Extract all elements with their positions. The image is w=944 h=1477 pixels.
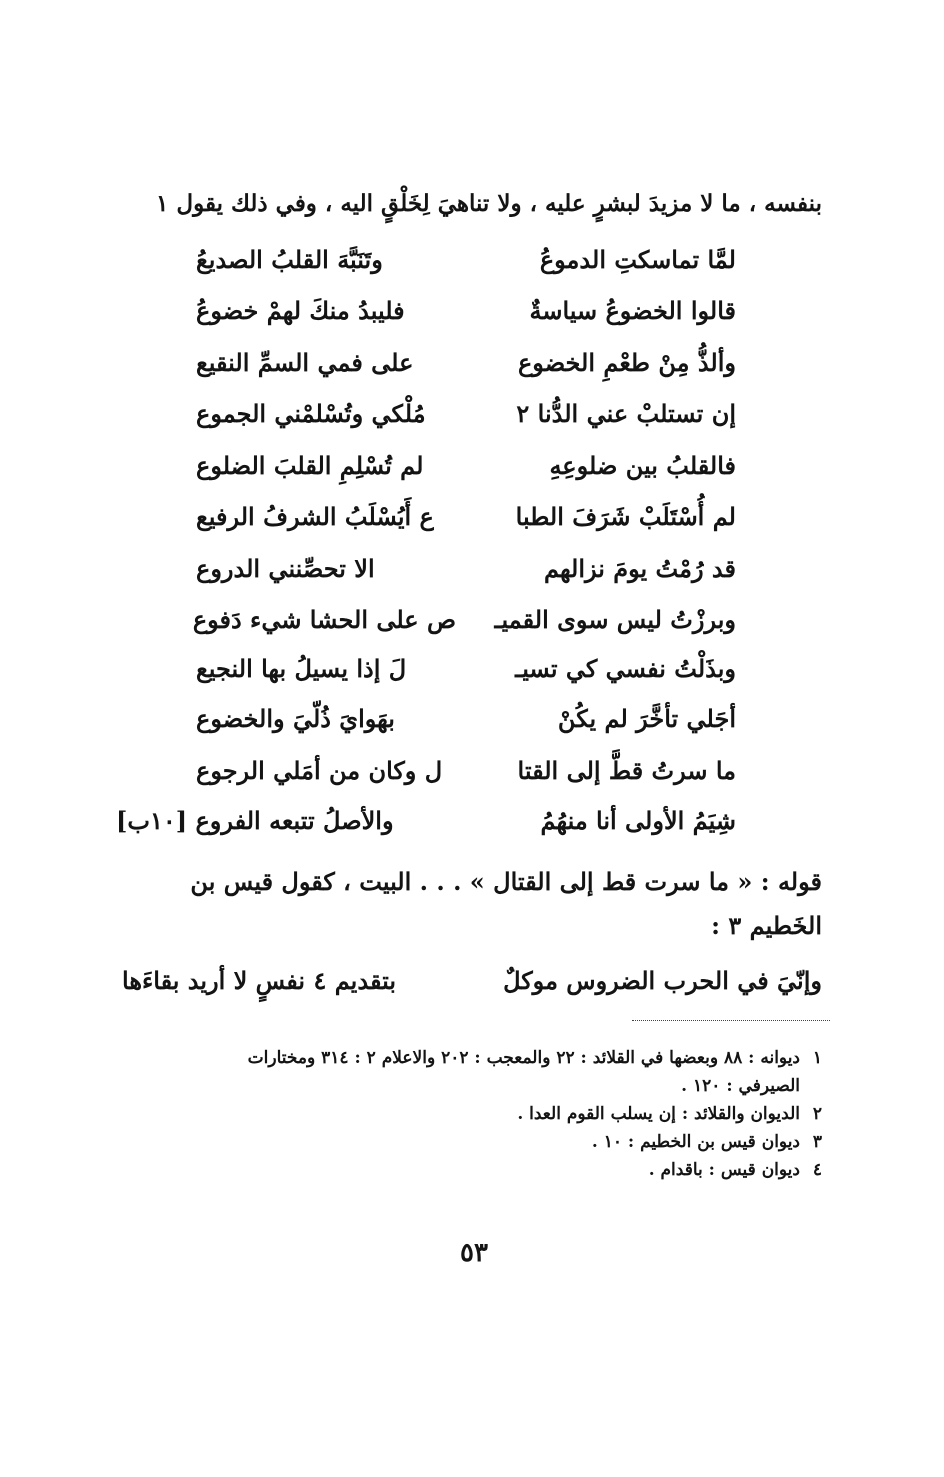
verse-second-hemistich: فليبدُ منكَ لهمْ خضوعُ — [196, 296, 405, 325]
footnote — [132, 1044, 822, 1072]
verse-line — [196, 756, 736, 806]
verse-first-hemistich: إن تستلبْ عني الدُّنا ٢ — [516, 399, 736, 428]
verse-first-hemistich: فالقلبُ بين ضلوعِهِ — [549, 451, 736, 480]
footnote-number: ٣ — [812, 1132, 822, 1152]
verse-second-hemistich-text: والأصلُ تتبعه الفروع — [195, 806, 394, 835]
verse-line — [192, 605, 736, 655]
verse-first-hemistich: وبرزْتُ ليس سوى القميـ — [494, 605, 736, 634]
commentary-line: الخَطيم ٣ : — [711, 911, 822, 940]
verse-second-hemistich: ص على الحشا شيء دَفوع — [192, 605, 456, 634]
verse-first-hemistich: قالوا الخضوعُ سياسةٌ — [529, 296, 736, 325]
verse-line — [196, 451, 736, 501]
page-number: ٥٣ — [460, 1238, 488, 1268]
footnote-divider — [632, 1020, 830, 1021]
footnote-text: ديوان قيس : باقدام . — [648, 1160, 800, 1180]
verse-first-hemistich: لم أُسْتَلَبْ شَرَفَ الطبا — [515, 502, 736, 531]
verse-line — [196, 704, 736, 754]
verse-second-hemistich: لَ إذا يسيلُ بها النجيع — [196, 654, 407, 683]
verse-line — [196, 399, 736, 449]
verse-first-hemistich: ما سرتُ قطَّ إلى القتا — [517, 756, 736, 785]
verse-line — [196, 348, 736, 398]
verse-line — [196, 654, 736, 704]
verse-line — [116, 806, 736, 856]
verse-second-hemistich: بهَوايَ ذُلّيَ والخضوع — [196, 704, 395, 733]
verse-line — [196, 296, 736, 346]
verse-first-hemistich: لمَّا تماسكتِ الدموعُ — [539, 245, 736, 274]
verse-second-hemistich: على فمي السمِّ النقيع — [196, 348, 414, 377]
verse-second-hemistich: مُلْكي وتُسْلمْني الجموع — [196, 399, 426, 428]
footnote-number: ٢ — [812, 1104, 822, 1124]
verse-line — [196, 502, 736, 552]
commentary-line: قوله : « ما سرت قط إلى القتال » . . . البيت ، كقول قيس بن — [190, 867, 822, 896]
verse-first-hemistich: وألذُّ مِنْ طعْمِ الخضوع — [517, 348, 736, 377]
footnote — [132, 1100, 822, 1128]
qays-verse — [122, 966, 822, 1016]
folio-marker: [١٠ب] — [116, 806, 188, 835]
intro-line: بنفسه ، ما لا مزيدَ لبشرٍ عليه ، ولا تناهيَ لِخَلْقٍ اليه ، وفي ذلك يقول ١ — [156, 190, 822, 217]
footnote — [132, 1128, 822, 1156]
footnote-number: ٤ — [812, 1160, 822, 1180]
verse-first-hemistich: قد رُمْتُ يومَ نزالهم — [543, 554, 736, 583]
footnotes — [132, 1044, 822, 1184]
verse-first-hemistich: شِيَمُ الأولى أنا منهُمُ — [540, 806, 736, 835]
verse-first-hemistich: وبذَلْتُ نفسي كي تسيـ — [515, 654, 736, 683]
verse-second-hemistich: ع أَيُسْلَبُ الشرفُ الرفيع — [196, 502, 434, 531]
verse-line — [196, 245, 736, 295]
footnote-continuation: الصيرفي : ١٢٠ . — [681, 1076, 800, 1096]
verse-second-hemistich: لم تُسْلِمِ القلبَ الضلوع — [196, 451, 424, 480]
verse-first-hemistich: أجَلي تأخَّرَ لم يكُنْ — [557, 704, 736, 733]
footnote-number: ١ — [812, 1048, 822, 1068]
verse-second-hemistich: بتقديم ٤ نفسٍ لا أريد بقاءَها — [122, 966, 397, 995]
footnote-text: ديوان قيس بن الخطيم : ١٠ . — [591, 1132, 800, 1152]
verse-second-hemistich — [116, 806, 456, 835]
verse-first-hemistich: وإنّيَ في الحرب الضروس موكلٌ — [503, 966, 822, 995]
verse-second-hemistich: وتَنَبَّهَ القلبُ الصديعُ — [196, 245, 383, 274]
footnote-text: ديوانه : ٨٨ وبعضها في القلائد : ٢٢ والمعجب : ٢٠٢ والاعلام ٢ : ٣١٤ ومختارات — [247, 1048, 800, 1068]
verse-second-hemistich: ل وكان من أمَلي الرجوع — [196, 756, 443, 785]
verse-line — [196, 554, 736, 604]
verse-second-hemistich: الا تحصِّنني الدروع — [196, 554, 375, 583]
commentary — [152, 860, 822, 948]
footnote-text: الديوان والقلائد : إن يسلب القوم العدا . — [517, 1104, 800, 1124]
footnote — [132, 1156, 822, 1184]
